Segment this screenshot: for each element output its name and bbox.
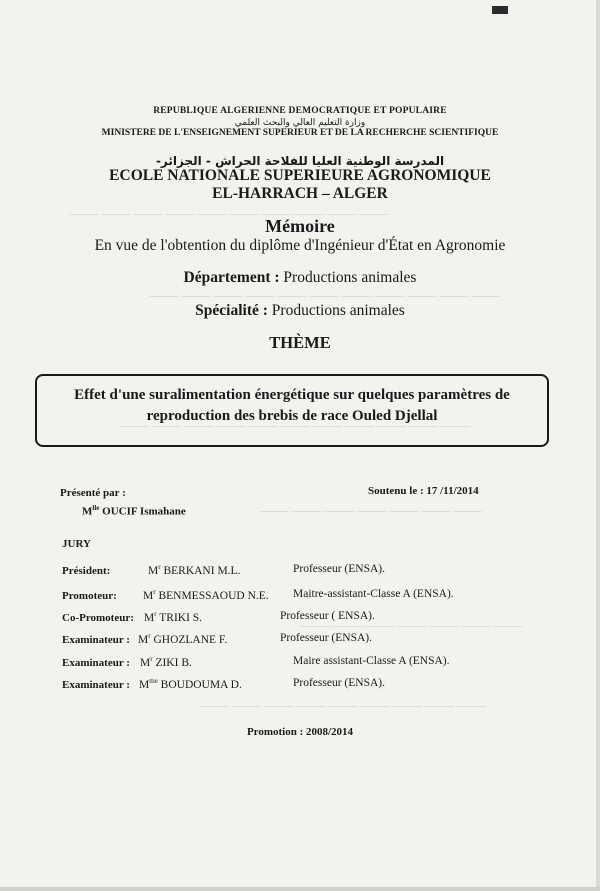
document-type: Mémoire [265,216,335,236]
theme-label: THÈME [269,333,331,352]
specialty-line [0,302,600,320]
school-city: EL-HARRACH – ALGER [212,185,388,202]
bleed-through: ——— ——— ——— ——— ——— ——— ——— [300,620,522,632]
jury-member-title: Maitre-assistant-Classe A (ENSA). [293,588,454,600]
jury-member-title: Professeur (ENSA). [280,632,372,644]
scan-mark [492,6,508,14]
defense-date: Soutenu le : 17 /11/2014 [368,485,479,497]
bleed-through: ——— ——— ——— ——— ——— ——— ——— ——— ——— ——— [70,208,389,220]
jury-member-name: $M^r$ TRIKI S. [144,610,203,624]
jury-role: Promoteur: [62,590,117,602]
jury-member-name: $M^{me}$ BOUDOUMA D. [139,677,242,691]
thesis-title-line-2: reproduction des brebis de race Ouled Djellal [146,408,438,424]
jury-member-title: Professeur (ENSA). [293,677,385,689]
department-value: Productions animales [279,269,417,286]
jury-role: Examinateur : [62,634,130,646]
specialty-value: Productions animales [267,302,405,319]
ministry-arabic: وزارة التعليم العالي والبحث العلمي [234,118,366,128]
promotion-years: Promotion : 2008/2014 [246,726,354,738]
jury-member-name: $M^r$ ZIKI B. [140,655,192,669]
student-name-line: $M^{lle}$ OUCIF Ismahane [82,504,186,518]
ministry-heading: MINISTERE DE L'ENSEIGNEMENT SUPERIEUR ET DE LA RECHERCHE SCIENTIFIQUE [101,128,499,138]
thesis-title-line-1: Effet d'une suralimentation énergétique sur quelques paramètres de [74,387,510,403]
bleed-through: ——— ——— ——— ——— ——— ——— ——— ——— ——— [200,700,487,712]
specialty-label: Spécialité : [195,302,268,319]
jury-member-title: Maire assistant-Classe A (ENSA). [293,655,450,667]
jury-member-name: $M^r$ BENMESSAOUD N.E. [143,588,269,602]
jury-role: Co-Promoteur: [62,612,134,624]
jury-member-title: Professeur (ENSA). [293,563,385,575]
school-arabic: المدرسة الوطنية العليا للفلاحة الحراش - الجزائر- [155,154,445,168]
bleed-through: ——— ——— ——— ——— ——— ——— ——— [260,505,482,517]
department-label: Département : [183,269,280,286]
bleed-through: ——— ——— ——— ——— ——— ——— ——— ——— ——— ——— ——— [120,420,471,432]
jury-heading: JURY [62,538,91,550]
republic-heading: REPUBLIQUE ALGERIENNE DEMOCRATIQUE ET POPULAIRE [153,106,447,116]
jury-member-name: $M^r$ GHOZLANE F. [138,632,228,646]
jury-role: Examinateur : [62,679,130,691]
page-edge-bottom [0,887,600,891]
presented-by-label: Présenté par : [60,487,126,499]
school-name: ECOLE NATIONALE SUPERIEURE AGRONOMIQUE [109,167,491,184]
degree-objective: En vue de l'obtention du diplôme d'Ingénieur d'État en Agronomie [94,237,506,254]
jury-role: Examinateur : [62,657,130,669]
student-name: OUCIF Ismahane [99,505,186,518]
thesis-title-box [35,374,549,447]
jury-role: Président: [62,565,111,577]
jury-member-name: $M^r$ BERKANI M.L. [148,563,241,577]
department-line [0,269,600,287]
jury-member-title: Professeur ( ENSA). [280,610,375,622]
bleed-through: ——— ——— ——— ——— ——— ——— ——— ——— ——— ——— ——— [150,290,501,302]
